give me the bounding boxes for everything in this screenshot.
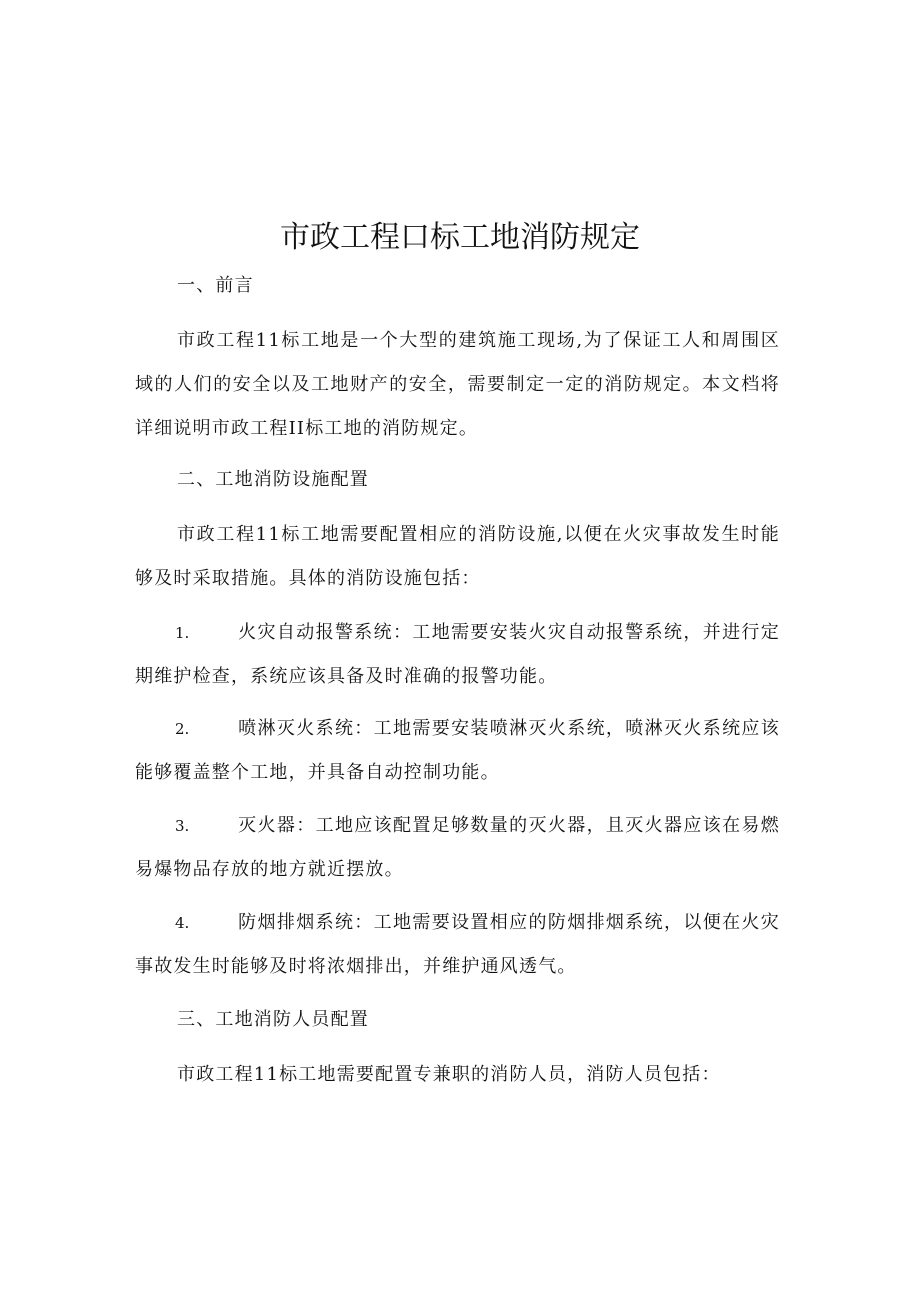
list-item-number: 2.	[175, 720, 190, 738]
document-title: 市政工程口标工地消防规定	[280, 220, 640, 255]
section-heading-facilities: 二、工地消防设施配置	[177, 469, 369, 490]
list-item-3	[135, 804, 780, 892]
intro-paragraph: 市政工程11标工地是一个大型的建筑施工现场,为了保证工人和周围区域的人们的安全以及工地财产的安全，需要制定一定的消防规定。本文档将详细说明市政工程II标工地的消防规定。	[135, 330, 780, 439]
list-item-number: 1.	[175, 624, 190, 642]
list-item-2	[135, 707, 780, 795]
list-item-number: 3.	[175, 817, 190, 835]
list-item-4	[135, 901, 780, 989]
list-item-text: 火灾自动报警系统：工地需要安装火灾自动报警系统，并进行定期维护检查，系统应该具备及时准确的报警功能。	[135, 622, 780, 687]
section-heading-personnel: 三、工地消防人员配置	[177, 1009, 369, 1030]
facilities-paragraph: 市政工程11标工地需要配置相应的消防设施,以便在火灾事故发生时能够及时采取措施。具体的消防设施包括：	[135, 524, 780, 589]
list-item-1	[135, 611, 780, 699]
list-item-text: 喷淋灭火系统：工地需要安装喷淋灭火系统，喷淋灭火系统应该能够覆盖整个工地，并具备自动控制功能。	[135, 718, 780, 783]
list-item-text: 防烟排烟系统：工地需要设置相应的防烟排烟系统，以便在火灾事故发生时能够及时将浓烟排出，并维护通风透气。	[135, 912, 780, 977]
list-item-number: 4.	[175, 914, 190, 932]
list-item-text: 灭火器：工地应该配置足够数量的灭火器，且灭火器应该在易燃易爆物品存放的地方就近摆放。	[135, 815, 780, 880]
personnel-paragraph: 市政工程11标工地需要配置专兼职的消防人员，消防人员包括：	[177, 1064, 721, 1085]
section-heading-intro: 一、前言	[177, 275, 254, 296]
